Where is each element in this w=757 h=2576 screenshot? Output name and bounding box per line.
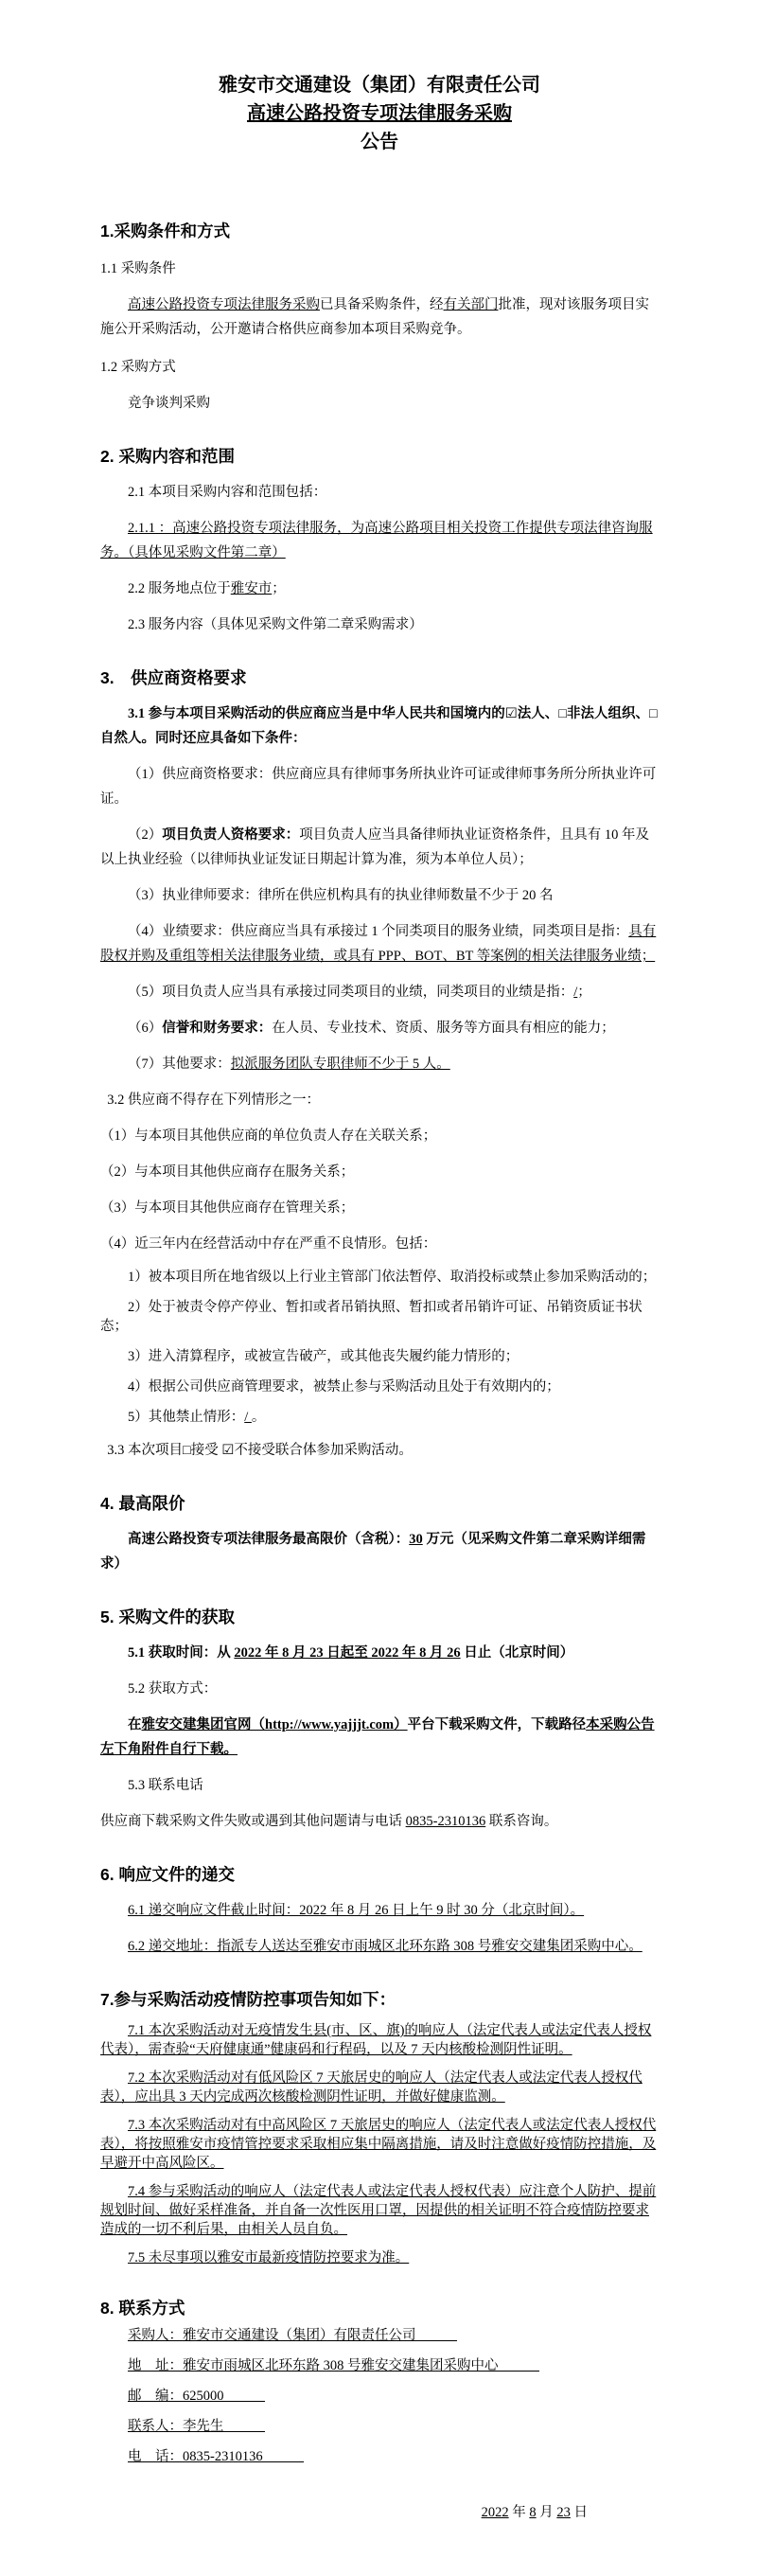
clause-2-2 bbox=[100, 577, 659, 601]
text-run: 5.1 获取时间：从 bbox=[128, 1645, 235, 1661]
section-4-heading bbox=[100, 1491, 659, 1516]
text-run: 联系人：李先生 bbox=[128, 2419, 265, 2434]
text-run: （2）与本项目其他供应商存在服务关系； bbox=[100, 1164, 355, 1180]
text-run: （1）供应商资格要求：供应商应具有律师事务所执业许可证或律师事务所分所执业许可证。 bbox=[100, 767, 657, 807]
text-run: 5.2 获取方式： bbox=[128, 1681, 218, 1697]
text-run: / bbox=[573, 985, 578, 1000]
clause-3-2-item-4 bbox=[100, 1232, 659, 1256]
text-run: 。 bbox=[251, 1410, 266, 1425]
text-run: 2.2 服务地点位于 bbox=[128, 581, 231, 596]
text-run: 3.3 本次项目□接受 ☑不接受联合体参加采购活动。 bbox=[107, 1443, 413, 1458]
clause-3-3 bbox=[100, 1438, 659, 1463]
text-run: 7.1 本次采购活动对无疫情发生县(市、区、旗)的响应人（法定代表人或法定代表人授权代表），需查验“天府健康通”健康码和行程码，以及 7 天内核酸检测阴性证明。 bbox=[100, 2023, 652, 2057]
text-run: 7.参与采购活动疫情防控事项告知如下： bbox=[100, 1990, 396, 2009]
text-run: 雅安交建集团官网（http://www.yajjjt.com） bbox=[141, 1717, 408, 1732]
clause-5-3-text bbox=[100, 1809, 659, 1834]
clause-3-2-item-4-5 bbox=[100, 1408, 659, 1427]
text-run: 5. 采购文件的获取 bbox=[100, 1608, 235, 1626]
text-run: （3）执业律师要求：律所在供应机构具有的执业律师数量不少于 20 名 bbox=[128, 888, 554, 903]
text-run: 2）处于被责令停产停业、暂扣或者吊销执照、暂扣或者吊销许可证、吊销资质证书状态； bbox=[100, 1300, 643, 1334]
clause-3-1-item-2 bbox=[100, 823, 659, 872]
clause-1-2-heading bbox=[100, 355, 659, 380]
text-run: 3. 供应商资格要求 bbox=[100, 668, 247, 687]
clause-3-2-item-1 bbox=[100, 1124, 659, 1148]
text-run: 万元（见采购文件第二章采购详细需求） bbox=[100, 1532, 646, 1572]
text-run: （4）近三年内在经营活动中存在严重不良情形。包括： bbox=[100, 1236, 437, 1252]
text-run: 雅安市交通建设（集团）有限责任公司 bbox=[219, 75, 540, 96]
clause-5-2-text bbox=[100, 1713, 659, 1762]
text-run: 电 话：0835-2310136 bbox=[128, 2449, 305, 2464]
text-run: 6.2 递交地址：指派专人送达至雅安市雨城区北环东路 308 号雅安交建集团采购中心。 bbox=[128, 1939, 643, 1954]
text-run: 项目负责人资格要求： bbox=[162, 827, 300, 843]
text-run: （2） bbox=[128, 827, 163, 843]
text-run: 2.1 本项目采购内容和范围包括： bbox=[128, 485, 327, 500]
clause-1-2-text bbox=[100, 391, 659, 416]
section-6-heading bbox=[100, 1862, 659, 1887]
text-run: 0835-2310136 bbox=[405, 1814, 486, 1829]
clause-7-3 bbox=[100, 2116, 659, 2173]
text-run: / bbox=[244, 1410, 252, 1425]
clause-4-text bbox=[100, 1527, 659, 1576]
clause-7-4 bbox=[100, 2182, 659, 2239]
clause-5-2 bbox=[100, 1677, 659, 1701]
text-run: 高速公路投资专项法律服务采购 bbox=[247, 103, 512, 124]
text-run: 有关部门 bbox=[443, 297, 499, 312]
text-run: 月 bbox=[536, 2505, 557, 2520]
text-run: 8. 联系方式 bbox=[100, 2299, 185, 2318]
clause-2-1-1 bbox=[100, 516, 659, 565]
section-3-heading bbox=[100, 666, 659, 690]
text-run: 2.1.1 ：高速公路投资专项法律服务，为高速公路项目相关投资工作提供专项法律咨询服务。（具体见采购文件第二章） bbox=[100, 521, 653, 560]
text-run: 23 bbox=[556, 2505, 571, 2520]
text-run: 1.采购条件和方式 bbox=[100, 222, 231, 240]
text-run: 7.2 本次采购活动对有低风险区 7 天旅居史的响应人（法定代表人或法定代表人授权代表），应出具 3 天内完成两次核酸检测阴性证明，并做好健康监测。 bbox=[100, 2070, 643, 2105]
clause-6-2 bbox=[100, 1934, 659, 1959]
clause-3-2-item-4-3 bbox=[100, 1347, 659, 1366]
doc-title-line-1 bbox=[100, 71, 659, 99]
text-run: 日止（北京时间） bbox=[460, 1645, 574, 1661]
clause-3-2-item-4-4 bbox=[100, 1377, 659, 1396]
text-run: （3）与本项目其他供应商存在管理关系； bbox=[100, 1200, 355, 1216]
section-8-heading bbox=[100, 2296, 659, 2320]
clause-3-1-item-5 bbox=[100, 980, 659, 1004]
text-run: 7.3 本次采购活动对有中高风险区 7 天旅居史的响应人（法定代表人或法定代表人授权代表），将按照雅安市疫情管控要求采取相应集中隔离措施，请及时注意做好疫情防控措施，及早避开中高风险区。 bbox=[100, 2118, 657, 2171]
clause-3-2 bbox=[100, 1088, 659, 1112]
text-run: 5.3 联系电话 bbox=[128, 1778, 203, 1793]
text-run: 2022 年 8 月 23 日起至 2022 年 8 月 26 bbox=[234, 1645, 461, 1661]
contact-postcode bbox=[100, 2381, 659, 2411]
text-run: 平台下载采购文件，下载路径 bbox=[407, 1717, 587, 1732]
text-run: 信誉和财务要求： bbox=[162, 1021, 273, 1036]
text-run: （1）与本项目其他供应商的单位负责人存在关联关系； bbox=[100, 1128, 437, 1144]
clause-5-3 bbox=[100, 1773, 659, 1798]
text-run: 1.2 采购方式 bbox=[100, 360, 176, 375]
text-run: ； bbox=[272, 581, 286, 596]
section-1-heading bbox=[100, 219, 659, 243]
clause-3-1-item-3 bbox=[100, 883, 659, 908]
text-run: 4. 最高限价 bbox=[100, 1494, 185, 1513]
text-run: 本采购公告左下角附件自行下载。 bbox=[100, 1717, 655, 1757]
section-2-heading bbox=[100, 444, 659, 469]
text-run: 邮 编：625000 bbox=[128, 2389, 265, 2404]
text-run: 地 址：雅安市雨城区北环东路 308 号雅安交建集团采购中心 bbox=[128, 2358, 539, 2373]
clause-3-1-item-6 bbox=[100, 1016, 659, 1040]
text-run: 8 bbox=[529, 2505, 537, 2520]
clause-6-1 bbox=[100, 1898, 659, 1923]
clause-3-2-item-4-2 bbox=[100, 1298, 659, 1336]
text-run: 4）根据公司供应商管理要求，被禁止参与采购活动且处于有效期内的； bbox=[128, 1379, 560, 1395]
text-run: 6.1 递交响应文件截止时间：2022 年 8 月 26 日上午 9 时 30 分（北京时间）。 bbox=[128, 1903, 585, 1918]
text-run: 在人员、专业技术、资质、服务等方面具有相应的能力； bbox=[272, 1021, 615, 1036]
text-run: 在 bbox=[128, 1717, 142, 1732]
announcement-date bbox=[100, 2500, 659, 2525]
clause-7-2 bbox=[100, 2069, 659, 2106]
clause-1-1-text bbox=[100, 293, 659, 342]
text-run: 已具备采购条件，经 bbox=[320, 297, 444, 312]
text-run: （5）项目负责人应当具有承接过同类项目的业绩，同类项目的业绩是指： bbox=[128, 985, 574, 1000]
spacer-after-title bbox=[100, 156, 659, 190]
section-5-heading bbox=[100, 1605, 659, 1629]
clause-3-2-item-4-1 bbox=[100, 1268, 659, 1287]
contact-person bbox=[100, 2411, 659, 2442]
text-run: 日 bbox=[570, 2505, 588, 2520]
clause-5-1 bbox=[100, 1641, 659, 1665]
text-run: 批准，现对该服务项目实施公开采购活动，公开邀请合格供应商参加本项目采购竞争。 bbox=[100, 297, 649, 337]
clause-7-1 bbox=[100, 2021, 659, 2059]
text-run: 联系咨询。 bbox=[485, 1814, 558, 1829]
clause-3-2-item-3 bbox=[100, 1196, 659, 1220]
text-run: ； bbox=[577, 985, 591, 1000]
text-run: 1.1 采购条件 bbox=[100, 261, 176, 276]
text-run: 雅安市 bbox=[230, 581, 273, 596]
text-run: 具有股权并购及重组等相关法律服务业绩，或具有 PPP、BOT、BT 等案例的相关法律服务业绩； bbox=[100, 924, 657, 964]
text-run: 采购人：雅安市交通建设（集团）有限责任公司 bbox=[128, 2328, 457, 2343]
text-run: 供应商下载采购文件失败或遇到其他问题请与电话 bbox=[100, 1814, 406, 1829]
text-run: 6. 响应文件的递交 bbox=[100, 1865, 235, 1884]
text-run: 年 bbox=[508, 2505, 530, 2520]
clause-2-3 bbox=[100, 613, 659, 637]
text-run: 高速公路投资专项法律服务采购 bbox=[128, 297, 320, 312]
text-run: 公告 bbox=[361, 132, 398, 152]
doc-title-line-2 bbox=[100, 99, 659, 128]
text-run: 2.3 服务内容（具体见采购文件第二章采购需求） bbox=[128, 617, 423, 632]
clause-3-2-item-2 bbox=[100, 1160, 659, 1184]
section-7-heading bbox=[100, 1987, 659, 2012]
text-run: （7）其他要求： bbox=[128, 1057, 231, 1072]
clause-3-1-item-7 bbox=[100, 1052, 659, 1076]
clause-3-1-item-1 bbox=[100, 762, 659, 811]
text-run: 7.5 未尽事项以雅安市最新疫情防控要求为准。 bbox=[128, 2250, 410, 2265]
doc-title-line-3 bbox=[100, 128, 659, 156]
contact-phone bbox=[100, 2442, 659, 2472]
text-run: 30 bbox=[409, 1532, 423, 1547]
text-run: 5）其他禁止情形： bbox=[128, 1410, 245, 1425]
text-run: 2022 bbox=[481, 2505, 509, 2520]
clause-7-5 bbox=[100, 2248, 659, 2267]
text-run: 2. 采购内容和范围 bbox=[100, 447, 235, 466]
text-run: 项目负责人应当具备律师执业证资格条件，且具有 10 年及以上执业经验（以律师执业证发证日期起计算为准，须为本单位人员）； bbox=[100, 827, 649, 867]
text-run: 3.2 供应商不得存在下列情形之一： bbox=[107, 1093, 320, 1108]
text-run: （6） bbox=[128, 1021, 163, 1036]
text-run: 3.1 参与本项目采购活动的供应商应当是中华人民共和国境内的☑法人、□非法人组织、□自然人。同时还应具备如下条件： bbox=[100, 706, 658, 746]
text-run: 高速公路投资专项法律服务最高限价（含税）： bbox=[128, 1532, 410, 1547]
clause-3-1 bbox=[100, 702, 659, 751]
text-run: 3）进入清算程序，或被宣告破产，或其他丧失履约能力情形的； bbox=[128, 1349, 519, 1364]
text-run: （4）业绩要求：供应商应当具有承接过 1 个同类项目的服务业绩，同类项目是指： bbox=[128, 924, 629, 939]
clause-2-1 bbox=[100, 480, 659, 505]
contact-purchaser bbox=[100, 2320, 659, 2351]
text-run: 1）被本项目所在地省级以上行业主管部门依法暂停、取消投标或禁止参加采购活动的； bbox=[128, 1270, 657, 1285]
clause-1-1-heading bbox=[100, 257, 659, 281]
text-run: 7.4 参与采购活动的响应人（法定代表人或法定代表人授权代表）应注意个人防护、提前规划时间、做好采样准备，并自备一次性医用口罩，因提供的相关证明不符合疫情防控要求造成的一切不利后果，由相关人员自负。 bbox=[100, 2184, 657, 2237]
text-run: 拟派服务团队专职律师不少于 5 人。 bbox=[230, 1057, 450, 1072]
contact-address bbox=[100, 2351, 659, 2381]
clause-3-1-item-4 bbox=[100, 919, 659, 968]
text-run: 竞争谈判采购 bbox=[128, 396, 210, 411]
